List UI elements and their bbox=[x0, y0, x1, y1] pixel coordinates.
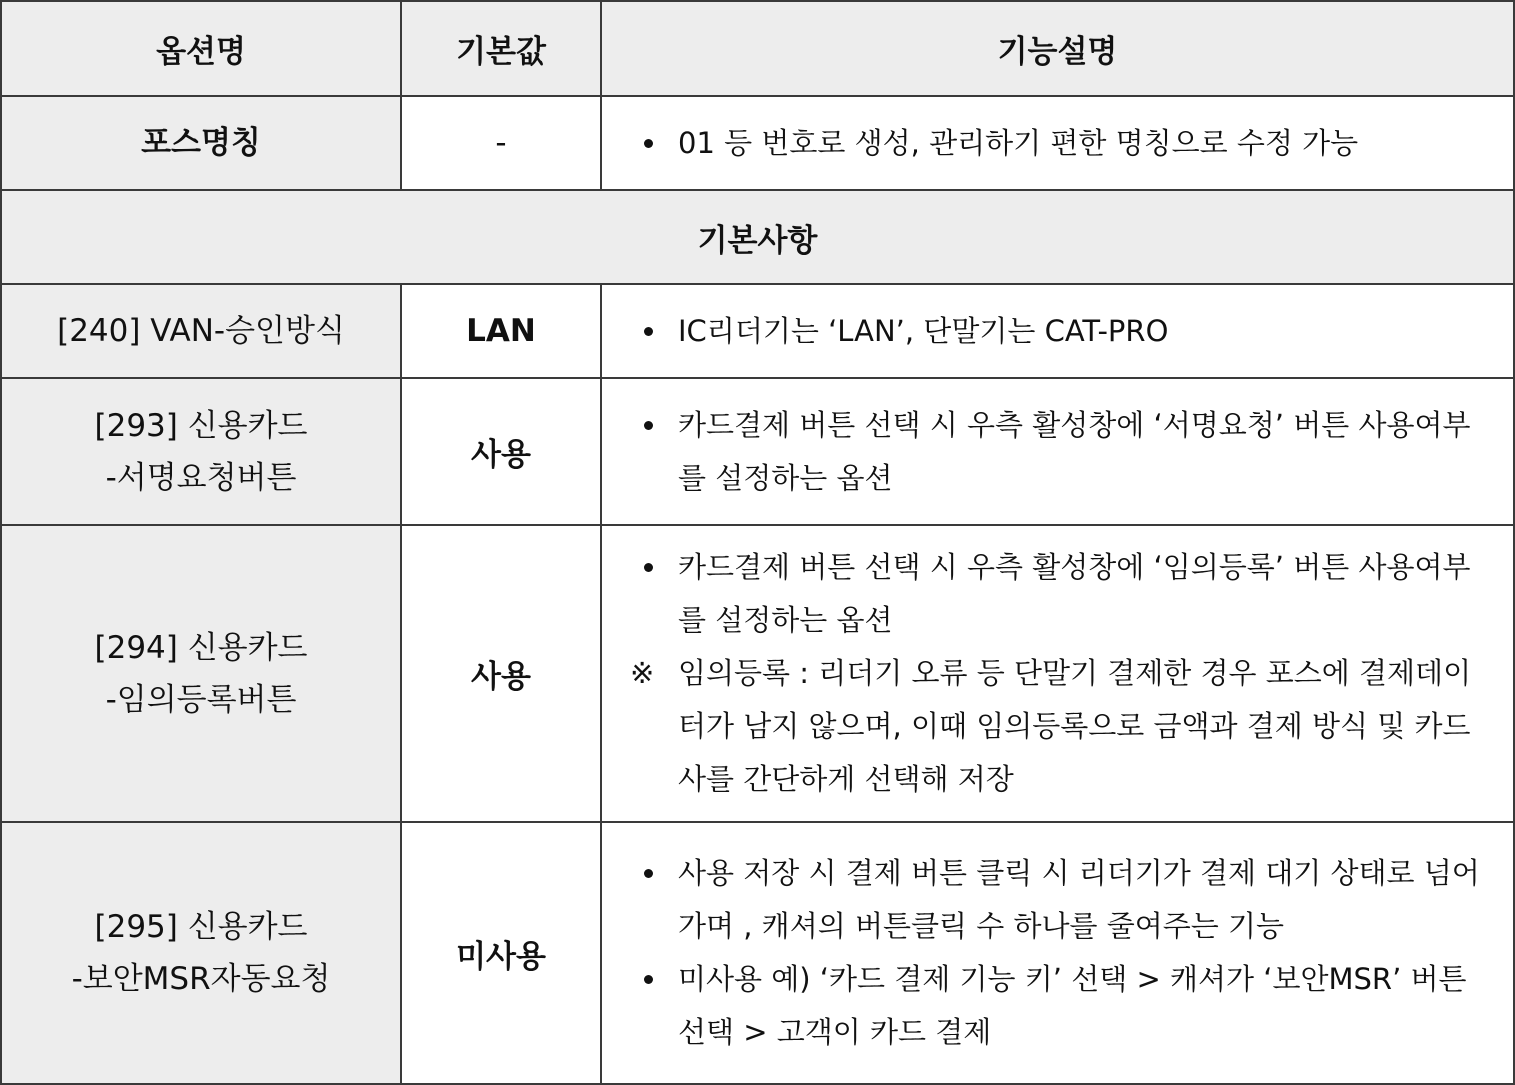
option-name-line1: [295] 신용카드 bbox=[94, 909, 308, 945]
bullet-item bbox=[630, 117, 1483, 170]
description-cell bbox=[601, 96, 1514, 190]
bullet-item bbox=[630, 953, 1483, 1059]
header-default-value: 기본값 bbox=[401, 1, 601, 96]
description-cell bbox=[601, 378, 1514, 525]
table-row bbox=[1, 822, 1514, 1084]
header-option-name: 옵션명 bbox=[1, 1, 401, 96]
bullet-item bbox=[630, 399, 1483, 505]
option-name-line2: -임의등록버튼 bbox=[105, 681, 297, 718]
option-name: 포스명칭 bbox=[1, 96, 401, 190]
table-header-row bbox=[1, 1, 1514, 96]
bullet-text: 사용 저장 시 결제 버튼 클릭 시 리더기가 결제 대기 상태로 넘어가며 , 캐셔의 버튼클릭 수 하나를 줄여주는 기능 bbox=[678, 856, 1480, 943]
option-name bbox=[1, 525, 401, 822]
bullet-icon bbox=[644, 975, 653, 984]
section-row bbox=[1, 190, 1514, 284]
bullet-item bbox=[630, 541, 1483, 647]
description-cell bbox=[601, 822, 1514, 1084]
option-name-line1: [294] 신용카드 bbox=[94, 629, 308, 666]
default-value: - bbox=[401, 96, 601, 190]
option-name-line2: -서명요청버튼 bbox=[105, 459, 297, 496]
bullet-icon bbox=[644, 563, 653, 572]
table-row bbox=[1, 378, 1514, 525]
bullet-item bbox=[630, 305, 1483, 358]
reference-mark-icon: ※ bbox=[630, 656, 655, 690]
bullet-icon bbox=[644, 327, 653, 336]
default-value: 미사용 bbox=[401, 822, 601, 1084]
bullet-icon bbox=[644, 139, 653, 148]
default-value: LAN bbox=[401, 284, 601, 378]
bullet-text: 카드결제 버튼 선택 시 우측 활성창에 ‘임의등록’ 버튼 사용여부를 설정하는 옵션 bbox=[678, 550, 1471, 637]
table-row bbox=[1, 96, 1514, 190]
section-title: 기본사항 bbox=[1, 190, 1514, 284]
bullet-item bbox=[630, 847, 1483, 953]
option-name bbox=[1, 378, 401, 525]
bullet-text: 카드결제 버튼 선택 시 우측 활성창에 ‘서명요청’ 버튼 사용여부를 설정하는 옵션 bbox=[678, 407, 1471, 495]
header-description: 기능설명 bbox=[601, 1, 1514, 96]
table-row bbox=[1, 525, 1514, 822]
option-name bbox=[1, 822, 401, 1084]
bullet-icon bbox=[644, 869, 653, 878]
note bbox=[630, 647, 1483, 806]
description-cell bbox=[601, 284, 1514, 378]
bullet-icon bbox=[644, 421, 653, 430]
description-cell bbox=[601, 525, 1514, 822]
default-value: 사용 bbox=[401, 378, 601, 525]
bullet-text: 01 등 번호로 생성, 관리하기 편한 명칭으로 수정 가능 bbox=[678, 125, 1359, 160]
bullet-text: IC리더기는 ‘LAN’, 단말기는 CAT-PRO bbox=[678, 313, 1169, 348]
bullet-text: 미사용 예) ‘카드 결제 기능 키’ 선택 > 캐셔가 ‘보안MSR’ 버튼 선택 > 고객이 카드 결제 bbox=[678, 962, 1467, 1049]
option-name: [240] VAN-승인방식 bbox=[1, 284, 401, 378]
option-name-line2: -보안MSR자동요청 bbox=[71, 961, 331, 997]
table-row bbox=[1, 284, 1514, 378]
default-value: 사용 bbox=[401, 525, 601, 822]
option-name-line1: [293] 신용카드 bbox=[94, 407, 308, 444]
note-text: 임의등록 : 리더기 오류 등 단말기 결제한 경우 포스에 결제데이터가 남지 않으며, 이때 임의등록으로 금액과 결제 방식 및 카드사를 간단하게 선택해 저장 bbox=[678, 656, 1472, 796]
